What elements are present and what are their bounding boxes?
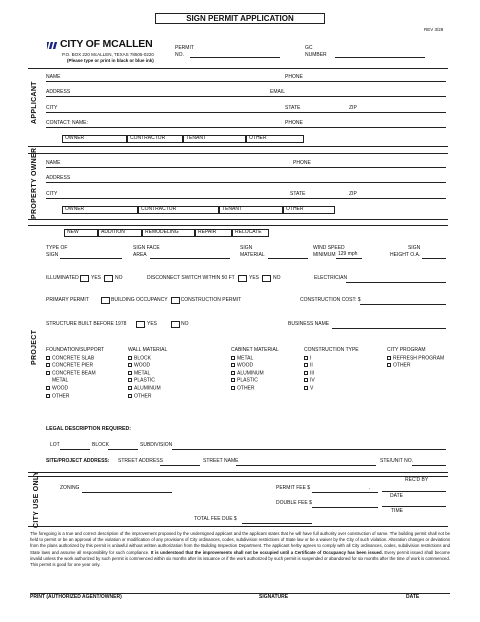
foundation-option[interactable]: WOOD (46, 386, 104, 394)
checkbox[interactable] (46, 363, 50, 367)
sign-material-field[interactable] (268, 258, 308, 259)
construction-option[interactable]: II (304, 363, 359, 371)
role-other-checkbox[interactable]: OTHER (246, 135, 304, 143)
applicant-zip-label: ZIP (349, 105, 357, 111)
owner-label: PROPERTY OWNER (31, 147, 38, 219)
checkbox[interactable] (46, 386, 50, 390)
checkbox[interactable] (387, 363, 391, 367)
signature-date-label: DATE (406, 594, 420, 600)
cabinet-material-column (231, 348, 279, 394)
owner-state-label: STATE (290, 191, 306, 197)
owner-city-label: CITY (46, 191, 58, 197)
built-before-options: YES NO (136, 321, 189, 328)
applicant-address-field[interactable] (46, 96, 446, 97)
cabinet-option[interactable]: METAL (231, 356, 279, 364)
gc-number-line[interactable] (335, 57, 425, 58)
instruction: (Please type or print in black or blue ink) (67, 58, 154, 63)
wind-speed-value: 129 mph (338, 251, 358, 257)
permit-no-label: PERMIT NO. (175, 45, 194, 58)
foundation-option[interactable]: METAL (52, 377, 69, 384)
total-fee-label: TOTAL FEE DUE $ (194, 516, 237, 522)
foundation-option[interactable]: CONCRETE SLAB (46, 356, 104, 364)
gc-number-label: GC NUMBER (305, 45, 327, 58)
disclaimer: The foregoing is a true and correct description of the improvement proposed by the undersigned applicant and the applicant states that he will have full authority over construction of same. The building permit shall not be held to permit or be an approval of the violation or modification of any provisions of City ordinances, codes, subdivision restrictions of State law or be a waiver by the City of such violation. Alteration changes or deviations from the plans authorized by this permit is unlawful without written authorization from the Building Inspection Department. The applicant herby agrees to comply with all City ordinances, codes, subdivision restrictions and State laws and assume all responsibility for such compliance. It is understood that the improvements shall not be occupied until a Certificate of Occupancy has been issued. Every permit issued shall become invalid unless the work authorized by such permit is commenced within six months after its issuance or if the work authorized by such permit is suspended or abandoned for six months after the time of work is commenced. This permit is good for one year only. (30, 531, 451, 568)
owner-name-field[interactable] (46, 167, 446, 168)
primary-permit-label: PRIMARY PERMIT (46, 297, 89, 303)
owner-name-label: NAME (46, 160, 61, 166)
subdivision-label: SUBDIVISION (140, 442, 173, 448)
total-fee-field[interactable] (242, 523, 312, 524)
city-use-section (28, 476, 448, 527)
disconnect-no-checkbox[interactable] (262, 275, 271, 282)
construction-cost-label: CONSTRUCTION COST: $ (300, 297, 361, 303)
building-occupancy-checkbox[interactable] (101, 297, 110, 304)
address-line: P.O. BOX 220 McALLEN, TEXAS 78505-0220 (62, 52, 154, 57)
zoning-field[interactable] (82, 492, 172, 493)
permit-fee-decimal: . (369, 485, 371, 491)
lot-field[interactable] (60, 449, 90, 450)
sign-height-label: SIGN HEIGHT O.A. (390, 245, 421, 258)
construction-type-column (304, 348, 359, 394)
applicant-email-label: EMAIL (270, 89, 286, 95)
checkbox[interactable] (304, 386, 308, 390)
illuminated-no-checkbox[interactable] (104, 275, 113, 282)
checkbox[interactable] (128, 371, 132, 375)
checkbox[interactable] (304, 356, 308, 360)
applicant-contact-field[interactable] (46, 127, 446, 128)
zoning-label: ZONING (60, 485, 80, 491)
checkbox[interactable] (231, 371, 235, 375)
street-name-field[interactable] (236, 465, 376, 466)
applicant-name-label: NAME (46, 74, 61, 80)
owner-role-other-checkbox[interactable]: OTHER (283, 206, 335, 214)
program-option[interactable]: REFRESH PROGRAM (387, 356, 444, 364)
print-name-label: PRINT (AUTHORIZED AGENT/OWNER) (30, 594, 122, 600)
ste-unit-field[interactable] (412, 465, 446, 466)
disconnect-label: DISCONNECT SWITCH WITHIN 50 FT (147, 275, 235, 281)
title-box (155, 13, 325, 24)
disconnect-yes-row: YES NO (238, 275, 281, 282)
illuminated-yes-row: YES NO (80, 275, 123, 282)
construction-option[interactable]: IV (304, 378, 359, 386)
date-label: DATE (390, 493, 403, 499)
applicant-label: APPLICANT (31, 81, 38, 124)
street-name-label: STREET NAME (203, 458, 239, 464)
sign-height-field[interactable] (422, 258, 446, 259)
checkbox[interactable] (128, 356, 132, 360)
checkbox[interactable] (304, 363, 308, 367)
wall-option[interactable]: OTHER (128, 394, 167, 402)
permit-fee-label: PERMIT FEE $ (276, 485, 311, 491)
wall-material-header: WALL MATERIAL (128, 347, 168, 353)
checkbox[interactable] (46, 394, 50, 398)
construction-permit-checkbox[interactable] (171, 297, 180, 304)
owner-phone-label: PHONE (293, 160, 311, 166)
project-label: PROJECT (31, 329, 38, 365)
illuminated-yes-checkbox[interactable] (80, 275, 89, 282)
cabinet-option[interactable]: ALUMINUM (231, 371, 279, 379)
business-name-label: BUSINESS NAME (288, 321, 330, 327)
work-relocate-checkbox[interactable]: RELOCATE (232, 229, 269, 237)
checkbox[interactable] (46, 356, 50, 360)
wall-option[interactable]: BLOCK (128, 356, 167, 364)
owner-address-field[interactable] (46, 182, 446, 183)
construction-option[interactable]: V (304, 386, 359, 394)
wall-material-column (128, 348, 167, 401)
owner-role-tenant-checkbox[interactable]: TENANT (219, 206, 283, 214)
owner-address-label: ADDRESS (46, 175, 71, 181)
sign-face-area-label: SIGN FACE AREA (133, 245, 160, 258)
owner-city-field[interactable] (46, 198, 446, 199)
program-option[interactable]: OTHER (387, 363, 444, 371)
work-type-row (64, 229, 269, 237)
street-address-label: STREET ADDRESS (118, 458, 163, 464)
permit-no-line[interactable] (190, 57, 280, 58)
applicant-name-field[interactable] (46, 81, 446, 82)
block-label: BLOCK (92, 442, 109, 448)
work-addition-checkbox[interactable]: ADDITION (98, 229, 142, 237)
disconnect-yes-checkbox[interactable] (238, 275, 247, 282)
applicant-city-label: CITY (46, 105, 58, 111)
work-remodeling-checkbox[interactable]: REMODELING (142, 229, 195, 237)
owner-role-owner-checkbox[interactable]: OWNER (62, 206, 138, 214)
permit-fee-field[interactable] (312, 492, 378, 493)
checkbox[interactable] (304, 371, 308, 375)
foundation-option[interactable]: CONCRETE PIER (46, 363, 104, 371)
subdivision-field[interactable] (172, 449, 446, 450)
primary-permit-options: BUILDING OCCUPANCY CONSTRUCTION PERMIT (101, 297, 241, 304)
role-contractor-checkbox[interactable]: CONTRACTOR (127, 135, 183, 143)
business-name-field[interactable] (332, 328, 446, 329)
applicant-state-label: STATE (285, 105, 301, 111)
checkbox[interactable] (387, 356, 391, 360)
owner-role-contractor-checkbox[interactable]: CONTRACTOR (138, 206, 219, 214)
wall-option[interactable]: ALUMINUM (128, 386, 167, 394)
foundation-option[interactable]: OTHER (46, 394, 104, 402)
wind-speed-underline (336, 258, 362, 259)
wall-option[interactable]: WOOD (128, 363, 167, 371)
built-before-no-checkbox[interactable] (171, 321, 180, 328)
applicant-role-row (62, 135, 304, 143)
lot-label: LOT (50, 442, 60, 448)
work-repair-checkbox[interactable]: REPAIR (195, 229, 232, 237)
checkbox[interactable] (231, 356, 235, 360)
wind-speed-label: WIND SPEED MINIMUM (313, 245, 345, 258)
recd-by-field[interactable] (382, 491, 446, 492)
owner-role-row (62, 206, 335, 214)
construction-type-header: CONSTRUCTION TYPE (304, 347, 359, 353)
checkbox[interactable] (231, 386, 235, 390)
city-logo-icon (47, 41, 59, 49)
cabinet-option[interactable]: WOOD (231, 363, 279, 371)
site-address-label: SITE/PROJECT ADDRESS: (46, 458, 110, 464)
recd-by-label: REC'D BY (405, 477, 429, 483)
applicant-city-field[interactable] (46, 112, 446, 113)
foundation-header: FOUNDATION/SUPPORT (46, 347, 105, 353)
cabinet-material-header: CABINET MATERIAL (231, 347, 279, 353)
time-label: TIME (391, 508, 403, 514)
checkbox[interactable] (231, 363, 235, 367)
wall-option[interactable]: METAL (128, 371, 167, 379)
checkbox[interactable] (46, 371, 50, 375)
signature-label: SIGNATURE (259, 594, 289, 600)
revision: REV 3/28 (424, 27, 444, 32)
sign-material-label: SIGN MATERIAL (240, 245, 265, 258)
built-before-yes-checkbox[interactable] (136, 321, 145, 328)
double-fee-label: DOUBLE FEE $ (276, 500, 312, 506)
construction-cost-field[interactable] (360, 304, 446, 305)
owner-zip-label: ZIP (349, 191, 357, 197)
ste-unit-label: STE/UNIT NO. (380, 458, 413, 464)
page-title: SIGN PERMIT APPLICATION (186, 14, 294, 23)
type-of-sign-label: TYPE OF SIGN (46, 245, 68, 258)
date-field[interactable] (382, 506, 446, 507)
checkbox[interactable] (128, 378, 132, 382)
sign-face-area-field[interactable] (150, 258, 230, 259)
applicant-address-label: ADDRESS (46, 89, 71, 95)
wall-option[interactable]: PLASTIC (128, 378, 167, 386)
role-owner-checkbox[interactable]: OWNER (62, 135, 127, 143)
checkbox[interactable] (304, 378, 308, 382)
foundation-option[interactable]: CONCRETE BEAM (46, 371, 104, 379)
checkbox[interactable] (231, 378, 235, 382)
electrician-field[interactable] (346, 282, 446, 283)
illuminated-label: ILLUMINATED (46, 275, 79, 281)
built-before-label: STRUCTURE BUILT BEFORE 1978 (46, 321, 127, 327)
city-program-header: CITY PROGRAM (387, 347, 426, 353)
role-tenant-checkbox[interactable]: TENANT (183, 135, 246, 143)
cabinet-option[interactable]: PLASTIC (231, 378, 279, 386)
work-new-checkbox[interactable]: NEW (64, 229, 98, 237)
checkbox[interactable] (128, 394, 132, 398)
logo-text: CITY OF MCALLEN (60, 38, 153, 50)
applicant-contact-phone-label: PHONE (285, 120, 303, 126)
type-of-sign-field[interactable] (60, 258, 122, 259)
construction-option[interactable]: III (304, 371, 359, 379)
applicant-contact-label: CONTACT: NAME: (46, 120, 88, 126)
electrician-label: ELECTRICIAN (314, 275, 348, 281)
legal-description-heading: LEGAL DESCRIPTION REQUIRED: (46, 426, 131, 432)
street-address-field[interactable] (160, 465, 200, 466)
cabinet-option[interactable]: OTHER (231, 386, 279, 394)
city-use-label: CITY USE ONLY (33, 471, 40, 528)
double-fee-field[interactable] (312, 507, 378, 508)
block-field[interactable] (108, 449, 138, 450)
checkbox[interactable] (128, 386, 132, 390)
construction-option[interactable]: I (304, 356, 359, 364)
applicant-phone-label: PHONE (285, 74, 303, 80)
city-program-column (387, 348, 444, 371)
checkbox[interactable] (128, 363, 132, 367)
foundation-column (46, 348, 104, 401)
